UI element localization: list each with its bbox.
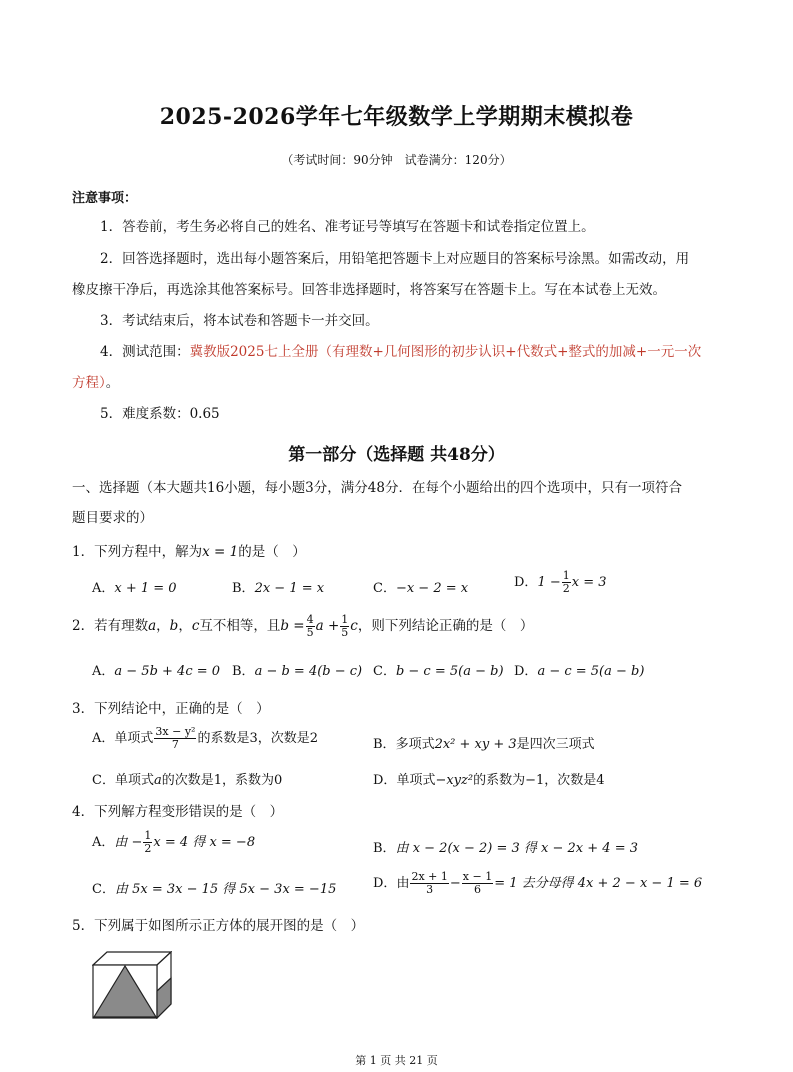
q2-option-a[interactable] (92, 660, 220, 679)
option-math: −xyz² (435, 773, 474, 788)
section-instruction-line-1: 一、选择题（本大题共16小题，每小题3分，满分48分．在每个小题给出的四个选项中，只有一项符合 (72, 480, 682, 496)
q2-equation: c (350, 618, 358, 634)
q2-comma: ， (156, 618, 170, 634)
section-instruction-line-2: 题目要求的） (72, 510, 153, 526)
option-text: 的系数是3，次数是2 (197, 731, 318, 746)
option-math: 2x − 1 = x (254, 581, 325, 596)
notice-item-4-line-1 (100, 342, 701, 362)
option-math: a (153, 773, 162, 788)
option-math: 由 − (114, 835, 143, 850)
option-math: = 1 去分母得 4x + 2 − x − 1 = 6 (494, 876, 703, 891)
option-math: − (449, 876, 461, 891)
notice-item-4-suffix: 。 (105, 375, 120, 391)
option-text: 是四次三项式 (516, 737, 595, 752)
page-number: 第 1 页 共 21 页 (355, 1054, 438, 1067)
q1-option-a[interactable] (92, 577, 177, 596)
q3-option-a[interactable] (92, 726, 318, 751)
fraction-denominator: 6 (473, 883, 481, 896)
fraction-numerator: 2x + 1 (411, 870, 448, 883)
option-label: A． (92, 835, 115, 850)
question-3-stem: 3．下列结论中，正确的是（ ） (72, 701, 270, 717)
fraction (154, 726, 196, 751)
option-label: A． (92, 731, 115, 746)
fraction (340, 614, 349, 639)
option-math: 1 − (537, 575, 561, 590)
q1-option-d[interactable] (514, 570, 607, 595)
option-label: D． (514, 664, 538, 679)
fraction-numerator: 3x − y² (155, 725, 196, 738)
notice-item-2-line-2: 橡皮擦干净后，再选涂其他答案标号。回答非选择题时，将答案写在答题卡上。写在本试卷上无效。 (72, 282, 666, 298)
q2-option-d[interactable] (514, 660, 644, 679)
fraction (143, 830, 152, 855)
fraction (562, 570, 571, 595)
notice-item-4-prefix: 4．测试范围： (100, 344, 190, 360)
fraction (306, 614, 315, 639)
q4-option-b[interactable] (373, 837, 638, 856)
fraction-denominator: 7 (171, 738, 179, 751)
fraction-denominator: 2 (562, 582, 570, 595)
option-label: C． (92, 773, 115, 788)
notice-heading: 注意事项： (72, 191, 138, 206)
exam-subtitle: （考试时间：90分钟 试卷满分：120分） (281, 153, 512, 167)
option-text: 的次数是1，系数为0 (161, 773, 283, 788)
q4-option-d[interactable] (373, 871, 702, 896)
fraction-denominator: 5 (306, 626, 314, 639)
option-label: D． (373, 773, 397, 788)
option-label: D． (373, 876, 397, 891)
option-text: 的系数为−1，次数是4 (473, 773, 605, 788)
option-math: a − b = 4(b − c) (254, 664, 363, 679)
fraction-denominator: 3 (426, 883, 434, 896)
option-math: 由 x − 2(x − 2) = 3 得 x − 2x + 4 = 3 (395, 841, 638, 856)
option-label: C． (373, 664, 396, 679)
option-math: a − 5b + 4c = 0 (114, 664, 221, 679)
option-text: 多项式 (395, 737, 435, 752)
q2-stem-mid: 互不相等，且 (199, 618, 281, 634)
question-4-stem: 4．下列解方程变形错误的是（ ） (72, 804, 284, 820)
q4-option-a[interactable] (92, 830, 255, 855)
question-1-stem (72, 540, 306, 560)
q2-stem-text: 2．若有理数 (72, 618, 149, 634)
fraction-numerator: x − 1 (462, 870, 493, 883)
fraction-numerator: 1 (144, 829, 152, 842)
q1-stem-text: 1．下列方程中，解为 (72, 544, 203, 560)
test-scope-text: 冀教版2025七上全册（有理数+几何图形的初步认识+代数式+整式的加减+一元一次 (189, 344, 702, 360)
test-scope-text-end: 方程） (72, 375, 106, 391)
option-label: B． (373, 841, 396, 856)
q2-option-c[interactable] (373, 660, 504, 679)
option-label: A． (92, 664, 115, 679)
fraction-numerator: 1 (562, 569, 570, 582)
section-title: 第一部分（选择题 共48分） (288, 445, 505, 465)
option-label: B． (373, 737, 396, 752)
q3-option-c[interactable] (92, 769, 282, 788)
q4-option-c[interactable] (92, 878, 336, 897)
var-b: b (169, 618, 179, 634)
q2-equation: b = (280, 618, 305, 634)
exam-title: 2025-2026学年七年级数学上学期期末模拟卷 (159, 104, 634, 130)
option-label: A． (92, 581, 115, 596)
q2-option-b[interactable] (232, 660, 362, 679)
notice-item-5: 5．难度系数：0.65 (100, 406, 220, 422)
option-math: −x − 2 = x (395, 581, 469, 596)
q2-stem-end: ，则下列结论正确的是（ ） (357, 618, 534, 634)
option-label: C． (92, 882, 115, 897)
option-label: B． (232, 664, 255, 679)
option-text: 单项式 (114, 731, 154, 746)
option-math: a − c = 5(a − b) (537, 664, 645, 679)
option-text: 由 (396, 876, 410, 891)
q3-option-b[interactable] (373, 733, 595, 752)
option-math: 2x² + xy + 3 (434, 737, 517, 752)
option-math: x = 4 得 x = −8 (153, 835, 256, 850)
option-text: 单项式 (114, 773, 154, 788)
notice-item-4-line-2 (72, 373, 119, 393)
fraction-numerator: 4 (306, 613, 314, 626)
notice-item-2-line-1: 2．回答选择题时，选出每小题答案后，用铅笔把答题卡上对应题目的答案标号涂黑。如需改动，用 (100, 251, 690, 267)
fraction (462, 871, 493, 896)
fraction-numerator: 1 (341, 613, 349, 626)
q3-option-d[interactable] (373, 769, 605, 788)
var-c: c (191, 618, 200, 634)
cube-figure (92, 951, 172, 1023)
fraction-denominator: 2 (144, 842, 152, 855)
option-math: x + 1 = 0 (114, 581, 177, 596)
q1-stem-math: x = 1 (202, 544, 239, 560)
option-math: 由 5x = 3x − 15 得 5x − 3x = −15 (114, 882, 337, 897)
q2-comma: ， (178, 618, 192, 634)
option-label: D． (514, 575, 538, 590)
q2-equation: a + (315, 618, 340, 634)
question-5-stem: 5．下列属于如图所示正方体的展开图的是（ ） (72, 918, 365, 934)
q1-option-b[interactable] (232, 577, 324, 596)
fraction (410, 871, 448, 896)
notice-item-1: 1．答卷前，考生务必将自己的姓名、准考证号等填写在答题卡和试卷指定位置上。 (100, 219, 595, 235)
option-math: b − c = 5(a − b) (395, 664, 504, 679)
option-math: x = 3 (571, 575, 607, 590)
option-text: 单项式 (396, 773, 436, 788)
var-a: a (148, 618, 157, 634)
question-2-stem (72, 614, 533, 639)
q1-stem-end: 的是（ ） (238, 544, 306, 560)
fraction-denominator: 5 (341, 626, 349, 639)
notice-item-3: 3．考试结束后，将本试卷和答题卡一并交回。 (100, 313, 379, 329)
option-label: C． (373, 581, 396, 596)
option-label: B． (232, 581, 255, 596)
q1-option-c[interactable] (373, 577, 468, 596)
